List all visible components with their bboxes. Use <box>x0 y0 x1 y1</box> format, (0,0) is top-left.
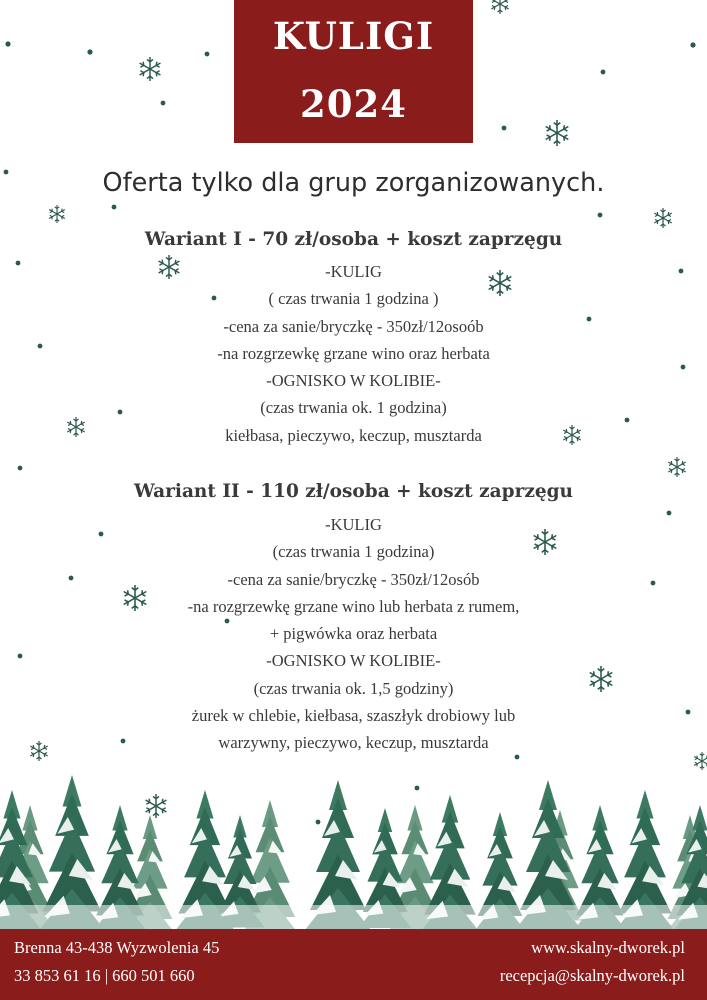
footer-address: Brenna 43-438 Wyzwolenia 45 <box>14 938 220 957</box>
variant2-details <box>0 511 707 757</box>
footer-phones: 33 853 61 16 | 660 501 660 <box>14 966 195 985</box>
variant1-line: (czas trwania ok. 1 godzina) <box>260 398 447 418</box>
variant1-line: ( czas trwania 1 godzina ) <box>268 289 439 309</box>
variant1-line: -OGNISKO W KOLIBIE- <box>266 371 441 391</box>
variant1-line: -cena za sanie/bryczkę - 350zł/12osoób <box>223 316 484 336</box>
title-kuligi: KULIGI <box>272 14 435 58</box>
title-year: 2024 <box>300 82 407 126</box>
variant2-line: warzywny, pieczywo, keczup, musztarda <box>218 733 489 753</box>
variant1-title: Wariant I - 70 zł/osoba + koszt zaprzęgu <box>144 229 563 250</box>
variant2-line: -na rozgrzewkę grzane wino lub herbata z rumem, <box>187 596 520 616</box>
variant1-line: -KULIG <box>325 262 382 281</box>
offer-headline: Oferta tylko dla grup zorganizowanych. <box>102 168 605 198</box>
variant2-line: -cena za sanie/bryczkę - 350zł/12osób <box>227 569 480 589</box>
footer-website-link[interactable]: www.skalny-dworek.pl <box>531 938 685 957</box>
variant2-line: -OGNISKO W KOLIBIE- <box>266 651 441 671</box>
variant1-details <box>0 258 707 449</box>
variant2-title: Wariant II - 110 zł/osoba + koszt zaprzęgu <box>134 481 573 502</box>
variant1-line: -na rozgrzewkę grzane wino oraz herbata <box>217 343 490 363</box>
variant2-line: -KULIG <box>325 515 382 534</box>
variant2-line: żurek w chlebie, kiełbasa, szaszłyk drobiowy lub <box>191 706 516 726</box>
variant2-line: (czas trwania 1 godzina) <box>272 542 435 562</box>
title-banner <box>234 0 473 143</box>
variant2-line: (czas trwania ok. 1,5 godziny) <box>253 678 454 698</box>
variant2-line: + pigwówka oraz herbata <box>269 624 438 644</box>
footer-email-link[interactable]: recepcja@skalny-dworek.pl <box>499 966 685 985</box>
variant1-line: kiełbasa, pieczywo, keczup, musztarda <box>225 425 482 445</box>
contact-footer <box>0 929 707 1000</box>
